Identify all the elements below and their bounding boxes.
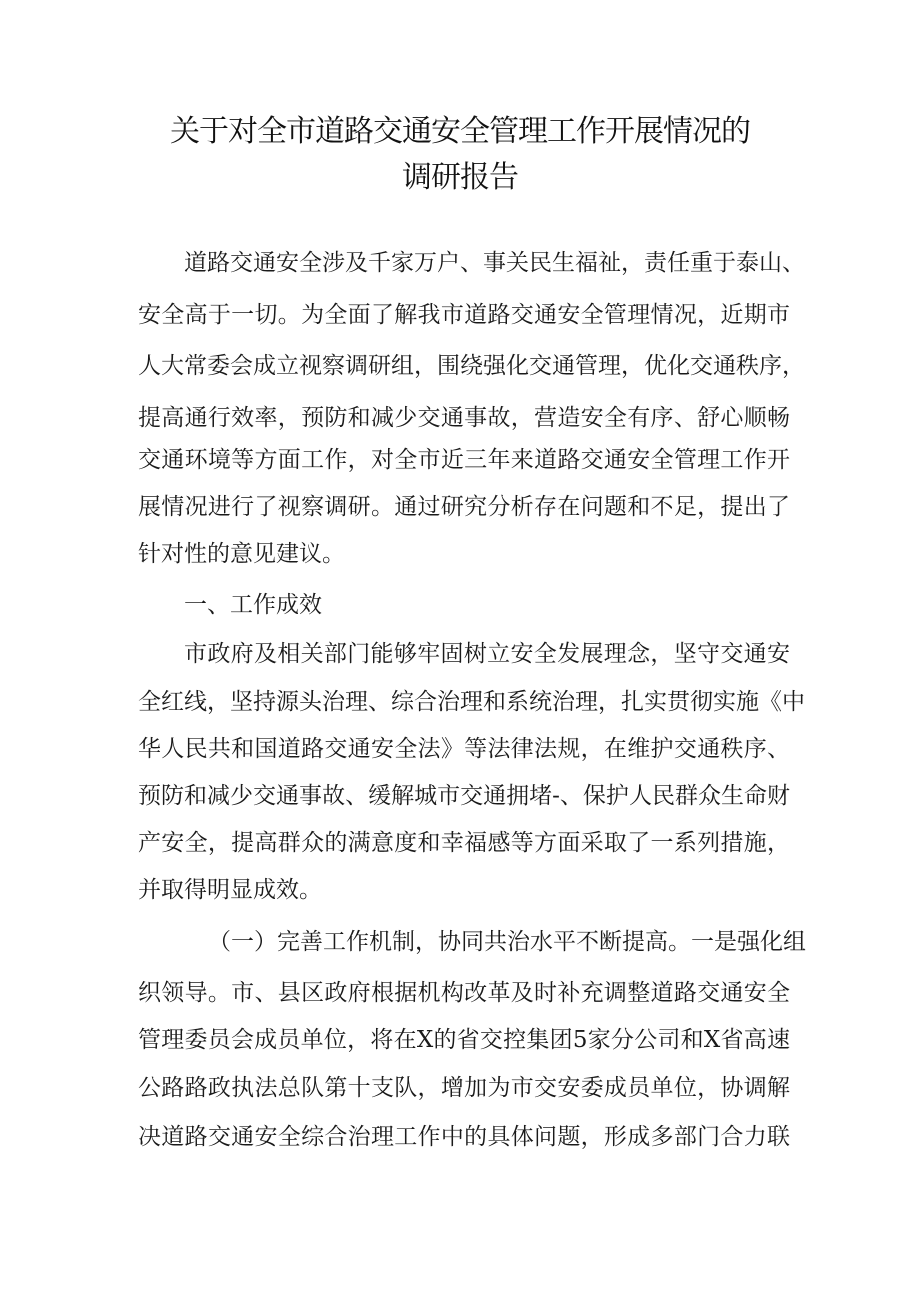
section1-line: 并取得明显成效。	[138, 877, 322, 903]
section1-line: 预防和减少交通事故、缓解城市交通拥堵-、保护人民群众生命财	[138, 783, 790, 809]
subsection1-line: （一）完善工作机制，协同共治水平不断提高。一是强化组	[208, 929, 806, 955]
intro-line: 道路交通安全涉及千家万户、事关民生福祉，责任重于泰山、	[184, 250, 805, 276]
section1-line: 华人民共和国道路交通安全法》等法律法规，在维护交通秩序、	[138, 736, 790, 762]
subsection1-line: 织领导。市、县区政府根据机构改革及时补充调整道路交通安全	[138, 980, 790, 1006]
intro-line: 交通环境等方面工作，对全市近三年来道路交通安全管理工作开	[138, 447, 790, 473]
document-title-line-2: 调研报告	[402, 160, 518, 195]
subsection1-line: 公路路政执法总队第十支队，增加为市交安委成员单位，协调解	[138, 1075, 790, 1101]
document-title-line-1: 关于对全市道路交通安全管理工作开展情况的	[170, 114, 750, 149]
intro-line: 安全高于一切。为全面了解我市道路交通安全管理情况，近期市	[138, 302, 790, 328]
intro-line: 针对性的意见建议。	[138, 541, 345, 567]
section-heading: 一、工作成效	[184, 592, 322, 618]
intro-line: 提高通行效率，预防和减少交通事故，营造安全有序、舒心顺畅	[138, 405, 790, 431]
section1-line: 全红线，坚持源头治理、综合治理和系统治理，扎实贯彻实施《中	[138, 689, 805, 715]
subsection1-line: 管理委员会成员单位，将在X的省交控集团5家分公司和X省高速	[138, 1027, 790, 1053]
section1-line: 产安全，提高群众的满意度和幸福感等方面采取了一系列措施，	[138, 830, 790, 856]
section1-line: 市政府及相关部门能够牢固树立安全发展理念，坚守交通安	[184, 641, 790, 667]
intro-line: 展情况进行了视察调研。通过研究分析存在问题和不足，提出了	[138, 494, 790, 520]
subsection1-line: 决道路交通安全综合治理工作中的具体问题，形成多部门合力联	[138, 1124, 790, 1150]
intro-line: 人大常委会成立视察调研组，围绕强化交通管理，优化交通秩序，	[138, 353, 805, 379]
